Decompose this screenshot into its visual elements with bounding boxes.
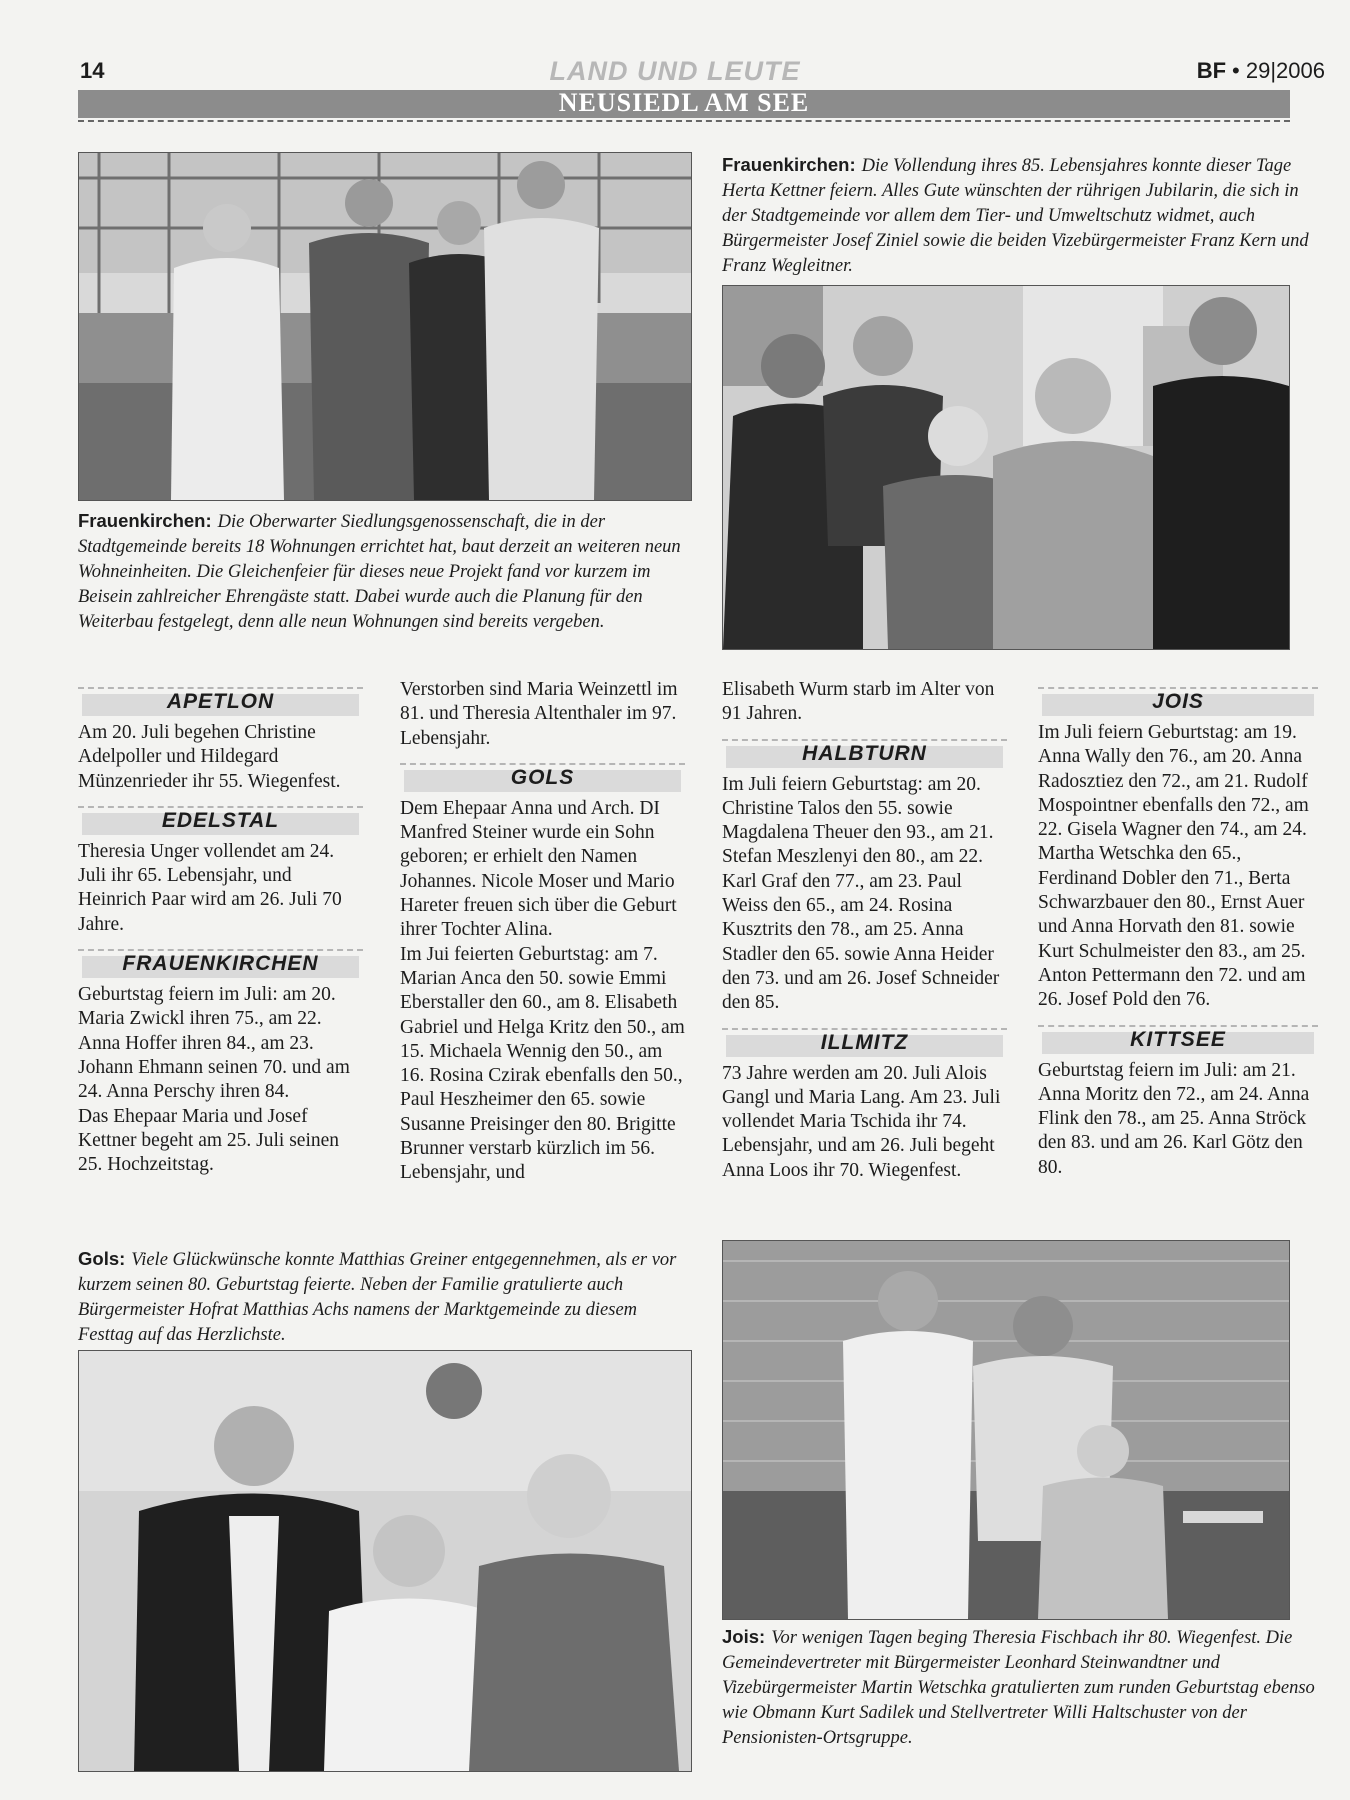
photo-gols-birthday — [78, 1350, 692, 1772]
column-1 — [78, 675, 363, 1177]
issue-separator-icon: • — [1232, 58, 1240, 83]
heading-halbturn: HALBTURN — [722, 737, 1007, 767]
caption-place: Frauenkirchen: — [78, 510, 212, 531]
flower-decoration-icon — [426, 1363, 482, 1419]
caption-place: Frauenkirchen: — [722, 154, 856, 175]
text-jois: Im Juli feiern Geburtstag: am 19. Anna Wally den 76., am 20. Anna Radosztiez den 72., am 21. Rudolf Mospointner ebenfalls den 72., am 22. Gisela Wagner den 74., am 24. Martha Wetschka den 65., Ferdinand Dobler den 71., Berta Schwarzbauer den 80., Ernst Auer und Anna Horvath den 81. sowie Kurt Schulmeister den 83., am 25. Anton Pettermann den 72. und am 26. Josef Pold den 76. — [1038, 722, 1309, 1011]
caption-text: Die Oberwarter Siedlungsgenossenschaft, die in der Stadtgemeinde bereits 18 Wohnungen errichtet hat, baut derzeit an weiteren neun Wohneinheiten. Die Gleichenfeier für dieses neue Projekt fand vor kurzem im Beisein zahlreicher Ehrengäste statt. Dabei wurde auch die Planung für den Weiterbau festgelegt, denn alle neun Wohnungen sind bereits vergeben. — [78, 512, 681, 632]
heading-gols: GOLS — [400, 761, 685, 791]
caption-text: Vor wenigen Tagen beging Theresia Fischbach ihr 80. Wiegenfest. Die Gemeindevertreter mit Bürgermeister Leonhard Steinwandtner und Vizebürgermeister Martin Wetschka gratulierten zum runden Geburtstag ebenso wie Obmann Kurt Sadilek und Stellvertreter Willi Haltschuster von der Pensionisten-Ortsgruppe. — [722, 1628, 1315, 1748]
heading-edelstal: EDELSTAL — [78, 804, 363, 834]
garden-table — [1183, 1511, 1263, 1523]
column-3 — [722, 678, 1007, 1183]
text-gols-continued: Verstorben sind Maria Weinzettl im 81. und Theresia Altenthaler im 97. Lebensjahr. — [400, 679, 678, 749]
issue-info — [1197, 58, 1325, 84]
text-gols-2: Im Jui feierten Geburtstag: am 7. Marian Anca den 50. sowie Emmi Eberstaller den 60., am 8. Elisabeth Gabriel und Helga Kritz den 50., am 15. Michaela Wennig den 50., am 16. Rosina Czirak ebenfalls den 50., Paul Heszheimer den 65. sowie Susanne Preisinger den 80. Brigitte Brunner verstarb kürzlich im 56. Lebensjahr, und — [400, 943, 685, 1184]
text-edelstal: Theresia Unger vollendet am 24. Juli ihr 65. Lebensjahr, und Heinrich Paar wird am 26. Juli 70 Jahre. — [78, 840, 342, 935]
caption-text: Viele Glückwünsche konnte Matthias Greiner entgegennehmen, als er vor kurzem seinen 80. Geburtstag feierte. Neben der Familie gratulierte auch Bürgermeister Hofrat Matthias Achs namens der Marktgemeinde zu diesem Festtag auf das Herzlichste. — [78, 1250, 677, 1345]
caption-frauenkirchen-kettner — [722, 152, 1318, 279]
section-title: LAND UND LEUTE — [549, 56, 801, 86]
text-illmitz: 73 Jahre werden am 20. Juli Alois Gangl und Maria Lang. Am 23. Juli vollendet Maria Tschida ihr 74. Lebensjahr, und am 26. Juli begeht Anna Loos ihr 70. Wiegenfest. — [722, 1062, 1001, 1181]
text-frauenkirchen-1: Geburtstag feiern im Juli: am 20. Maria Zwickl ihren 75., am 22. Anna Hoffer ihren 84., am 23. Johann Ehmann seinen 70. und am 24. Anna Perschy ihren 84. — [78, 984, 350, 1103]
caption-frauenkirchen-construction — [78, 508, 690, 635]
text-frauenkirchen-2: Das Ehepaar Maria und Josef Kettner begeht am 25. Juli seinen 25. Hochzeitstag. — [78, 1105, 340, 1176]
page-number: 14 — [80, 58, 105, 83]
heading-frauenkirchen: FRAUENKIRCHEN — [78, 947, 363, 977]
text-halbturn-continued: Elisabeth Wurm starb im Alter von 91 Jahren. — [722, 679, 995, 725]
photo-frauenkirchen-construction — [78, 152, 692, 501]
photo-jois-birthday — [722, 1240, 1290, 1620]
text-kittsee: Geburtstag feiern im Juli: am 21. Anna Moritz den 72., am 24. Anna Flink den 78., am 25. Anna Ströck den 83. und am 26. Karl Götz den 80. — [1038, 1059, 1310, 1178]
caption-gols — [78, 1246, 688, 1348]
issue-number: 29|2006 — [1245, 58, 1325, 83]
caption-text: Die Vollendung ihres 85. Lebensjahres konnte dieser Tage Herta Kettner feiern. Alles Gute wünschten der rührigen Jubilarin, die sich in der Stadtgemeinde vor allem dem Tier- und Umweltschutz widmet, auch Bürgermeister Josef Ziniel sowie die beiden Vizebürgermeister Franz Kern und Franz Wegleitner. — [722, 156, 1309, 276]
caption-place: Gols: — [78, 1248, 126, 1269]
publication-name: BF — [1196, 58, 1227, 83]
heading-illmitz: ILLMITZ — [722, 1026, 1007, 1056]
text-halbturn: Im Juli feiern Geburtstag: am 20. Christine Talos den 55. sowie Magdalena Theuer den 93., am 21. Stefan Meszlenyi den 80., am 22. Karl Graf den 77., am 23. Paul Weiss den 65., am 24. Rosina Kusztrits den 78., am 25. Anna Stadler den 65. sowie Anna Heider den 73. und am 26. Josef Schneider den 85. — [722, 773, 1000, 1014]
column-4 — [1038, 675, 1318, 1180]
text-gols-1: Dem Ehepaar Anna und Arch. DI Manfred Steiner wurde ein Sohn geboren; er erhielt den Namen Johannes. Nicole Moser und Mario Hareter freuen sich über die Geburt ihrer Tochter Alina. — [400, 797, 677, 941]
text-apetlon: Am 20. Juli begehen Christine Adelpoller und Hildegard Münzenrieder ihr 55. Wiegenfest. — [78, 722, 341, 792]
heading-apetlon: APETLON — [78, 685, 363, 715]
header-rule — [78, 120, 1290, 122]
photo-frauenkirchen-kettner — [722, 285, 1290, 650]
column-2 — [400, 678, 685, 1186]
caption-place: Jois: — [722, 1626, 766, 1647]
region-bar — [78, 90, 1290, 118]
heading-jois: JOIS — [1038, 685, 1318, 715]
heading-kittsee: KITTSEE — [1038, 1023, 1318, 1053]
region-title: NEUSIEDL AM SEE — [558, 88, 810, 117]
caption-jois — [722, 1624, 1318, 1751]
